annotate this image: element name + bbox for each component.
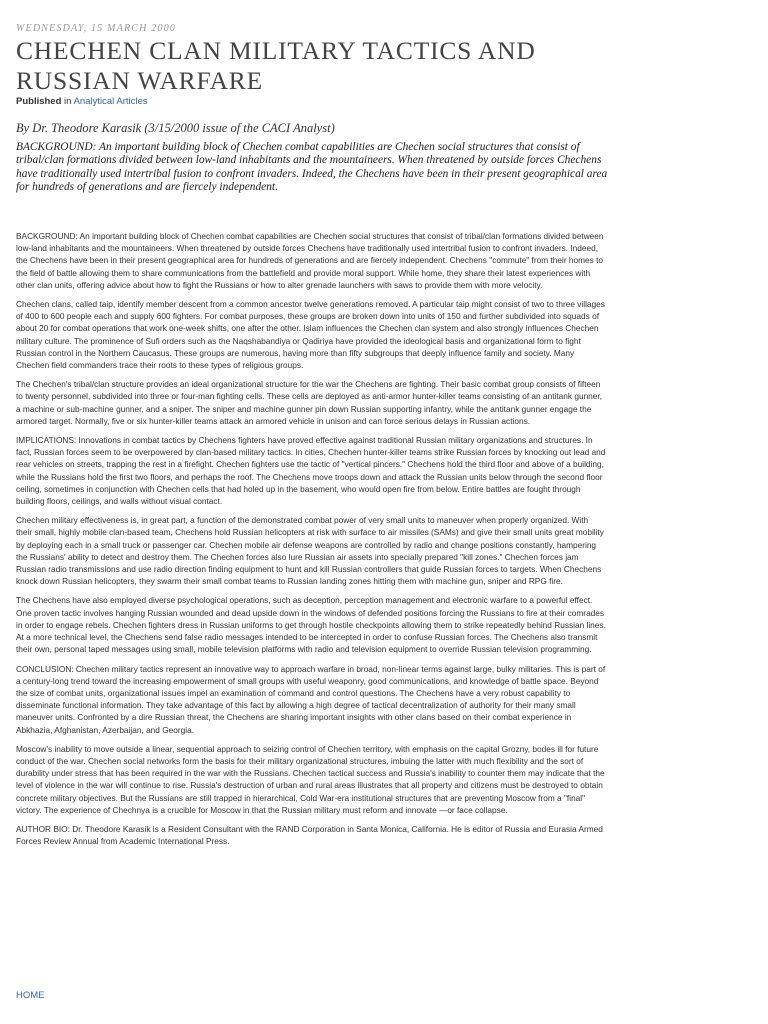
- author-bio: AUTHOR BIO: Dr. Theodore Karasik is a Resident Consultant with the RAND Corporation in Santa Monica, California. He is editor of Russia and Eurasia Armed Forces Review Annual from Academic International Press.: [16, 823, 603, 847]
- body-paragraph: BACKGROUND: An important building block of Chechen combat capabilities are Chechen social structures that consist of tribal/clan formations divided between low-land inhabitants and the mountaineers. When threatened by outside forces Chechens have traditionally used intertribal fusion to confront invaders. Indeed, the Chechens have been in their present geographical area for hundreds of generations and are fiercely independent. Chechens "commute" from their homes to the field of battle allowing them to share communications from the battlefield and provide moral support. While home, they share their latest experiences with other clan units, offering advice about how to fight the Russians or how to alter grenade launchers with saws to provide them with more velocity.: [16, 231, 604, 290]
- post-date: WEDNESDAY, 15 MARCH 2000: [16, 23, 177, 34]
- article-body: [16, 230, 606, 854]
- published-in: in: [64, 96, 72, 107]
- body-paragraph: CONCLUSION: Chechen military tactics represent an innovative way to approach warfare in broad, non-linear terms against large, bulky militaries. This is part of a century-long trend toward the increasing empowerment of small groups with useful weaponry, good communications, and knowledge of battle space. Beyond the size of combat units, organizational issues impel an examination of command and control questions. The Chechens have a very robust capability to disseminate functional information. They take advantage of this fact by allowing a high degree of tactical decentralization of authority for their many small maneuver units. Confronted by a dire Russian threat, the Chechens are sharing important insights with other clans based on their combat experience in Abkhazia, Afghanistan, Azerbaijan, and Georgia.: [16, 663, 606, 735]
- category-link[interactable]: Analytical Articles: [73, 96, 148, 107]
- published-prefix: Published: [16, 96, 62, 107]
- post-title: CHECHEN CLAN MILITARY TACTICS AND RUSSIAN WARFARE: [16, 36, 536, 95]
- byline: By Dr. Theodore Karasik (3/15/2000 issue of the CACI Analyst): [16, 121, 335, 135]
- published-line: [16, 96, 148, 107]
- home-link[interactable]: HOME: [16, 990, 45, 1001]
- body-paragraph: The Chechens have also employed diverse psychological operations, such as deception, perception management and electronic warfare to a powerful effect. One proven tactic involves hanging Russian wounded and dead upside down in the windows of defended positions forcing the Russians to fire at their comrades in order to engage rebels. Chechen fighters dress in Russian uniforms to get through hostile checkpoints allowing them to strike repeatedly behind Russian lines. At a more technical level, the Chechens send false radio messages intended to be intercepted in order to confuse Russian forces. The Chechens also transmit their own, personal taped messages using small, mobile television platforms with radio and television equipment to override Russian television programming.: [16, 595, 606, 655]
- lede-paragraph: BACKGROUND: An important building block of Chechen combat capabilities are Chechen social structures that consist of tribal/clan formations divided between low-land inhabitants and the mountaineers. When threatened by outside forces Chechens have traditionally used intertribal fusion to confront invaders. Indeed, the Chechens have been in their present geographical area for hundreds of generations and are fiercely independent.: [16, 141, 608, 193]
- body-paragraph: Chechen clans, called taip, identify member descent from a common ancestor twelve generations removed. A particular taip might consist of two to three villages of 400 to 600 people each and supply 600 fighters. For combat purposes, these groups are broken down into units of 150 and further subdivided into squads of about 20 for combat operations that work one-week shifts, one after the other. Islam influences the Chechen clan system and also strongly influences Chechen military culture. The prominence of Sufi orders such as the Naqshabandiya or Qadiriya have provided the ideological basis and organizational form to fight Russian control in the Northern Caucasus. These groups are numerous, having more than fifty subgroups that deeply influence family and society. Many Chechen field commanders trace their roots to these types of religious groups.: [16, 299, 605, 371]
- body-paragraph: Chechen military effectiveness is, in great part, a function of the demonstrated combat power of very small units to maneuver when properly organized. With their small, highly mobile clan-based team, Chechens hold Russian helicopters at risk with surface to air missiles (SAMs) and give their small units great mobility by deploying each in a small truck or passenger car. Chechen mobile air defense weapons are controlled by radio and change positions constantly, hampering the Russians' ability to detect and destroy them. The Chechen forces also lure Russian air assets into specially prepared "kill zones." Chechen forces jam Russian radio transmissions and use radio direction finding equipment to hunt and kill Russian controllers that guide Russian forces to targets. When Chechens knock down Russian helicopters, they swarm their small combat teams to Russian landing zones hitting them with machine gun, sniper and RPG fire.: [16, 515, 604, 587]
- body-paragraph: Moscow's inability to move outside a linear, sequential approach to seizing control of Chechen territory, with emphasis on the capital Grozny, bodes ill for future conduct of the war. Chechen social networks form the basis for their military organizational structures, imbuing the latter with much flexibility and the sort of durability under stress that has been required in the war with the Russians. Chechen tactical success and Russia's inability to counter them may indicate that the level of violence in the war will continue to rise. Russia's destruction of urban and rural areas illustrates that all property and citizens must be destroyed to obtain concrete military objectives. But the Russians are still trapped in hierarchical, Cold War-era institutional structures that are preventing Moscow from a "final" victory. The experience of Chechnya is a crucible for Moscow in that the Russian military must reform and innovate —or face collapse.: [16, 743, 605, 815]
- body-paragraph: IMPLICATIONS: Innovations in combat tactics by Chechens fighters have proved effective against traditional Russian military organizations and structures. In fact, Russian forces seem to be overpowered by clan-based military tactics. In cities, Chechen hunter-killer teams strike Russian forces by knocking out lead and rear vehicles on streets, trapping the rest in a firefight. Chechen fighters use the tactic of "vertical pincers." Chechens hold the third floor and above of a building, while the Russians hold the first two floors, and perhaps the roof. The Chechens move troops down and attack the Russian units below through the second floor ceiling, sometimes in conjunction with Chechen cells that had holed up in the basement, who would open fire from below. Entire battles are fought through building floors, ceilings, and walls without visual contact.: [16, 435, 606, 507]
- body-paragraph: The Chechen's tribal/clan structure provides an ideal organizational structure for the war the Chechens are fighting. Their basic combat group consists of fifteen to twenty personnel, subdivided into three or four-man fighting cells. These cells are deployed as anti-armor hunter-killer teams consisting of an antitank gunner, a machine or sub-machine gunner, and a sniper. The sniper and machine gunner pin down Russian supporting infantry, while the antitank gunner engage the armored target. Normally, five or six hunter-killer teams attack an armored vehicle in unison and can force serious delays in Russian actions.: [16, 379, 603, 426]
